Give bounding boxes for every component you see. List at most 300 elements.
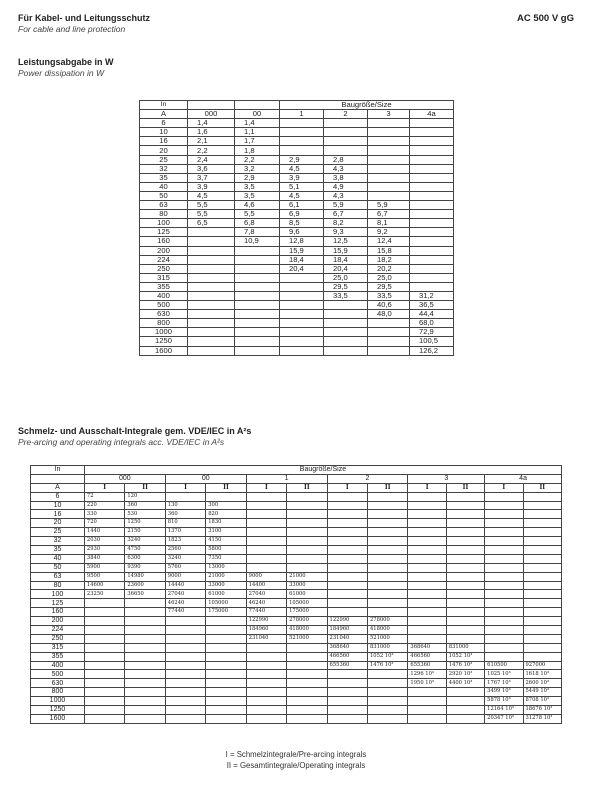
integral-value-cell (327, 590, 367, 599)
integral-value-cell (446, 697, 484, 706)
power-value-cell (188, 264, 235, 273)
power-value-cell: 44,4 (410, 310, 454, 319)
integral-value-cell: 184960 (246, 626, 286, 635)
integral-value-cell (125, 652, 165, 661)
integral-value-cell (408, 563, 446, 572)
integral-value-cell (165, 688, 205, 697)
current-rating-cell: 1250 (31, 706, 85, 715)
table2-size-row (31, 474, 562, 483)
table-row (140, 273, 454, 282)
integral-value-cell: 27040 (165, 590, 205, 599)
current-rating-cell: 224 (140, 255, 188, 264)
integral-value-cell (523, 590, 562, 599)
integral-value-cell (523, 581, 562, 590)
size-column-header: 3 (368, 110, 410, 119)
power-value-cell (280, 146, 324, 155)
power-value-cell (368, 319, 410, 328)
power-value-cell: 9,3 (324, 228, 368, 237)
power-value-cell: 4,5 (280, 191, 324, 200)
power-value-cell: 100,5 (410, 337, 454, 346)
integral-value-cell (206, 714, 246, 723)
table-row (31, 554, 562, 563)
integral-value-cell (408, 546, 446, 555)
unit-label: A (140, 110, 188, 119)
current-rating-cell: 200 (31, 617, 85, 626)
power-value-cell: 1,4 (235, 119, 280, 128)
integral-value-cell (327, 608, 367, 617)
table-row (31, 510, 562, 519)
power-value-cell: 20,4 (324, 264, 368, 273)
integral-value-cell (165, 661, 205, 670)
integral-value-cell (287, 714, 327, 723)
table-row (31, 706, 562, 715)
integral-value-cell (165, 697, 205, 706)
power-value-cell (188, 310, 235, 319)
current-rating-cell: 50 (31, 563, 85, 572)
current-rating-cell: 20 (140, 146, 188, 155)
integral-value-cell (206, 706, 246, 715)
integral-value-cell (327, 546, 367, 555)
power-value-cell: 12,8 (280, 237, 324, 246)
integral-value-cell: 720 (84, 519, 124, 528)
integral-value-cell (165, 626, 205, 635)
integral-value-cell: 2150 (125, 528, 165, 537)
integral-value-cell: 33000 (206, 581, 246, 590)
integral-value-cell (408, 572, 446, 581)
integral-value-cell (485, 634, 523, 643)
current-rating-cell: 80 (140, 210, 188, 219)
power-value-cell: 2,4 (188, 155, 235, 164)
power-value-cell: 4,9 (324, 182, 368, 191)
integral-value-cell (125, 688, 165, 697)
table-row (31, 634, 562, 643)
section2-title-en: Pre-arcing and operating integrals acc. VDE/IEC in A²s (18, 437, 225, 447)
integral-value-cell (246, 706, 286, 715)
integral-value-cell: 1440 (84, 528, 124, 537)
integral-value-cell (446, 554, 484, 563)
unit-label: A (31, 483, 85, 492)
power-value-cell: 20,4 (280, 264, 324, 273)
size-group-label: Baugröße/Size (84, 466, 561, 475)
power-value-cell: 1,8 (235, 146, 280, 155)
power-value-cell: 1,1 (235, 128, 280, 137)
integral-value-cell: 21000 (206, 572, 246, 581)
integral-value-cell (408, 519, 446, 528)
integral-value-cell (446, 688, 484, 697)
power-value-cell (410, 137, 454, 146)
integral-value-cell (246, 501, 286, 510)
integral-value-cell: 330 (84, 510, 124, 519)
table-row (31, 697, 562, 706)
integral-value-cell (485, 617, 523, 626)
power-value-cell (324, 319, 368, 328)
integral-value-cell (408, 706, 446, 715)
power-value-cell (235, 337, 280, 346)
integral-value-cell: 4150 (206, 537, 246, 546)
integral-value-cell (485, 554, 523, 563)
integral-value-cell (523, 537, 562, 546)
integral-value-cell (287, 652, 327, 661)
current-rating-cell: 355 (140, 282, 188, 291)
power-value-cell (188, 301, 235, 310)
power-value-cell: 4,6 (235, 201, 280, 210)
power-value-cell (324, 301, 368, 310)
integral-value-cell (246, 697, 286, 706)
power-value-cell (410, 128, 454, 137)
power-value-cell (324, 346, 368, 355)
current-rating-cell: 1000 (31, 697, 85, 706)
table-row (31, 563, 562, 572)
current-rating-cell: 100 (140, 219, 188, 228)
table-row (140, 301, 454, 310)
power-value-cell: 29,5 (324, 282, 368, 291)
integral-value-cell: 2930 (84, 546, 124, 555)
integral-value-cell (125, 697, 165, 706)
integral-value-cell (446, 528, 484, 537)
size-column-header: 3 (408, 474, 485, 483)
integral-value-cell (206, 652, 246, 661)
table-row (31, 670, 562, 679)
integral-value-cell (327, 697, 367, 706)
integral-value-cell (246, 670, 286, 679)
table-row (140, 319, 454, 328)
table-row (31, 688, 562, 697)
integral-value-cell (246, 679, 286, 688)
integral-value-cell (446, 563, 484, 572)
current-rating-cell: 315 (31, 643, 85, 652)
integral-value-cell: 1025 10³ (485, 670, 523, 679)
integral-value-cell (246, 510, 286, 519)
integral-value-cell (84, 626, 124, 635)
integral-value-cell (125, 706, 165, 715)
integral-value-cell: 9000 (165, 572, 205, 581)
legend-line-2: II = Gesamtintegrale/Operating integrals (226, 761, 366, 770)
integral-value-cell (446, 572, 484, 581)
table-row (140, 219, 454, 228)
integral-value-cell: 175000 (287, 608, 327, 617)
integral-value-cell (446, 714, 484, 723)
integral-value-cell: 418000 (367, 626, 407, 635)
integral-value-cell: 105000 (206, 599, 246, 608)
integral-value-cell: 105000 (287, 599, 327, 608)
table-row (31, 590, 562, 599)
size-column-header: 2 (327, 474, 408, 483)
table-row (31, 528, 562, 537)
integral-value-cell (446, 626, 484, 635)
table2-header-row (31, 466, 562, 475)
power-value-cell: 18,4 (324, 255, 368, 264)
integral-value-cell (446, 519, 484, 528)
integral-value-cell (327, 563, 367, 572)
integral-value-cell: 12164 10³ (485, 706, 523, 715)
integral-value-cell (125, 679, 165, 688)
integral-value-cell (287, 643, 327, 652)
integral-value-cell: 2600 10³ (523, 679, 562, 688)
integral-value-cell (523, 599, 562, 608)
power-value-cell: 15,8 (368, 246, 410, 255)
integral-value-cell (408, 537, 446, 546)
integral-value-cell: 175000 (206, 608, 246, 617)
integral-value-cell (485, 492, 523, 501)
power-value-cell: 3,7 (188, 173, 235, 182)
power-value-cell: 2,9 (280, 155, 324, 164)
integral-value-cell (246, 546, 286, 555)
integral-value-cell (367, 519, 407, 528)
table-row (31, 572, 562, 581)
power-dissipation-table (139, 100, 454, 356)
integral-value-cell (327, 572, 367, 581)
power-value-cell (188, 337, 235, 346)
power-value-cell (235, 282, 280, 291)
integral-value-cell: 23250 (84, 590, 124, 599)
power-value-cell (410, 182, 454, 191)
power-value-cell (188, 346, 235, 355)
integral-value-cell: 46240 (246, 599, 286, 608)
power-value-cell: 1,7 (235, 137, 280, 146)
power-value-cell: 33,5 (368, 291, 410, 300)
integral-value-cell: 4750 (125, 546, 165, 555)
power-value-cell (368, 164, 410, 173)
current-rating-cell: 35 (31, 546, 85, 555)
power-value-cell (235, 319, 280, 328)
integral-value-cell: 9390 (125, 563, 165, 572)
integral-value-cell (367, 563, 407, 572)
integral-value-cell: 1296 10³ (408, 670, 446, 679)
power-value-cell: 2,9 (235, 173, 280, 182)
integral-value-cell (165, 643, 205, 652)
integral-value-cell (367, 670, 407, 679)
power-value-cell (235, 273, 280, 282)
integral-value-cell: 1618 10³ (523, 670, 562, 679)
integral-value-cell (165, 714, 205, 723)
power-value-cell (235, 255, 280, 264)
current-rating-cell: 32 (140, 164, 188, 173)
section1-title-de: Leistungsabgabe in W (18, 57, 114, 67)
power-value-cell: 2,2 (188, 146, 235, 155)
table-row (140, 173, 454, 182)
table-row (31, 519, 562, 528)
power-value-cell (368, 173, 410, 182)
integral-value-cell: 1052 10³ (446, 652, 484, 661)
power-value-cell: 4,3 (324, 164, 368, 173)
power-value-cell: 25,0 (368, 273, 410, 282)
integral-value-cell (485, 608, 523, 617)
integral-value-cell (125, 608, 165, 617)
power-value-cell (410, 210, 454, 219)
current-rating-cell: 1600 (140, 346, 188, 355)
operating-header: II (367, 483, 407, 492)
integral-value-cell (206, 634, 246, 643)
integral-value-cell (408, 634, 446, 643)
integral-value-cell: 6300 (125, 554, 165, 563)
integral-value-cell (165, 679, 205, 688)
power-value-cell (280, 301, 324, 310)
integral-value-cell: 810 (165, 519, 205, 528)
integral-value-cell: 7350 (206, 554, 246, 563)
header-title-de: Für Kabel- und Leitungsschutz (18, 13, 150, 23)
power-value-cell (235, 346, 280, 355)
integral-value-cell (125, 617, 165, 626)
rating-label: AC 500 V gG (516, 13, 574, 24)
power-value-cell (188, 319, 235, 328)
power-value-cell (368, 128, 410, 137)
current-rating-cell: 10 (31, 501, 85, 510)
integral-value-cell (125, 626, 165, 635)
power-value-cell (368, 119, 410, 128)
current-rating-cell: 63 (31, 572, 85, 581)
power-value-cell (368, 337, 410, 346)
integral-value-cell: 61000 (206, 590, 246, 599)
power-value-cell (188, 273, 235, 282)
table-row (140, 228, 454, 237)
size-column-header: 000 (84, 474, 165, 483)
pre-arcing-header: I (408, 483, 446, 492)
current-rating-cell: 200 (140, 246, 188, 255)
integral-value-cell (165, 617, 205, 626)
integral-value-cell (485, 626, 523, 635)
power-value-cell (324, 328, 368, 337)
current-rating-cell: 10 (140, 128, 188, 137)
integral-value-cell (485, 528, 523, 537)
pre-arcing-header: I (327, 483, 367, 492)
power-value-cell (235, 291, 280, 300)
integral-value-cell (206, 661, 246, 670)
integral-value-cell: 5760 (165, 563, 205, 572)
integral-value-cell (485, 510, 523, 519)
integral-value-cell (408, 492, 446, 501)
power-value-cell: 2,2 (235, 155, 280, 164)
integral-value-cell (408, 510, 446, 519)
integral-value-cell (327, 599, 367, 608)
integral-value-cell: 20347 10³ (485, 714, 523, 723)
integral-value-cell (367, 537, 407, 546)
power-value-cell: 3,6 (188, 164, 235, 173)
current-rating-cell: 250 (140, 264, 188, 273)
power-value-cell (410, 255, 454, 264)
table-row (31, 626, 562, 635)
power-value-cell (324, 310, 368, 319)
power-value-cell (410, 119, 454, 128)
current-rating-cell: 20 (31, 519, 85, 528)
integral-value-cell (523, 652, 562, 661)
integral-value-cell: 77440 (246, 608, 286, 617)
power-value-cell (368, 155, 410, 164)
integral-value-cell (446, 492, 484, 501)
integral-value-cell (523, 563, 562, 572)
power-value-cell (324, 128, 368, 137)
integral-value-cell: 5449 10³ (523, 688, 562, 697)
current-rating-cell: 1000 (140, 328, 188, 337)
power-value-cell (410, 191, 454, 200)
integral-value-cell (446, 510, 484, 519)
power-value-cell: 8,5 (280, 219, 324, 228)
power-value-cell (235, 310, 280, 319)
integral-value-cell (523, 510, 562, 519)
integral-value-cell: 418000 (287, 626, 327, 635)
integral-value-cell (523, 519, 562, 528)
integral-value-cell (367, 608, 407, 617)
integral-value-cell (165, 706, 205, 715)
integral-value-cell: 5900 (84, 563, 124, 572)
integral-value-cell: 300 (206, 501, 246, 510)
current-rating-cell: 50 (140, 191, 188, 200)
integral-value-cell (206, 617, 246, 626)
integral-value-cell (485, 590, 523, 599)
integral-value-cell: 122990 (327, 617, 367, 626)
integral-value-cell (485, 546, 523, 555)
integral-value-cell: 278000 (287, 617, 327, 626)
integral-value-cell: 368640 (327, 643, 367, 652)
table-row (31, 617, 562, 626)
integral-value-cell (523, 501, 562, 510)
integral-value-cell (367, 688, 407, 697)
size-column-header: 1 (246, 474, 327, 483)
size-column-header: 00 (235, 110, 280, 119)
current-rating-cell: 125 (140, 228, 188, 237)
integral-value-cell (125, 599, 165, 608)
integral-value-cell (408, 581, 446, 590)
table-row (31, 608, 562, 617)
integral-value-cell (446, 581, 484, 590)
integral-value-cell (485, 519, 523, 528)
integral-value-cell (327, 679, 367, 688)
integral-value-cell: 21000 (287, 572, 327, 581)
table-row (140, 328, 454, 337)
table-row (140, 146, 454, 155)
integral-value-cell (408, 590, 446, 599)
pre-arcing-header: I (246, 483, 286, 492)
power-value-cell: 68,0 (410, 319, 454, 328)
integral-value-cell (246, 714, 286, 723)
integral-value-cell: 2560 (165, 546, 205, 555)
operating-header: II (206, 483, 246, 492)
current-rating-cell: 16 (140, 137, 188, 146)
power-value-cell (280, 319, 324, 328)
table-row (31, 501, 562, 510)
integral-value-cell: 1250 (125, 519, 165, 528)
power-value-cell: 4,5 (280, 164, 324, 173)
operating-header: II (446, 483, 484, 492)
integral-value-cell: 3240 (165, 554, 205, 563)
integral-value-cell (523, 643, 562, 652)
integral-value-cell (327, 714, 367, 723)
table-row (31, 537, 562, 546)
power-value-cell: 20,2 (368, 264, 410, 273)
power-value-cell: 6,5 (188, 219, 235, 228)
integral-value-cell (165, 652, 205, 661)
integral-value-cell (206, 492, 246, 501)
power-value-cell (188, 237, 235, 246)
integral-value-cell: 9500 (84, 572, 124, 581)
power-value-cell (188, 291, 235, 300)
power-value-cell (368, 346, 410, 355)
power-value-cell (410, 264, 454, 273)
integral-value-cell (84, 599, 124, 608)
power-value-cell: 72,9 (410, 328, 454, 337)
integral-value-cell (485, 581, 523, 590)
integral-value-cell (446, 599, 484, 608)
current-rating-cell: 160 (31, 608, 85, 617)
power-value-cell: 10,9 (235, 237, 280, 246)
integral-value-cell (287, 546, 327, 555)
integral-value-cell: 1370 (165, 528, 205, 537)
power-value-cell (280, 346, 324, 355)
integral-value-cell (165, 492, 205, 501)
integral-value-cell (327, 706, 367, 715)
integral-value-cell (408, 599, 446, 608)
table-row (140, 255, 454, 264)
integral-value-cell (367, 572, 407, 581)
